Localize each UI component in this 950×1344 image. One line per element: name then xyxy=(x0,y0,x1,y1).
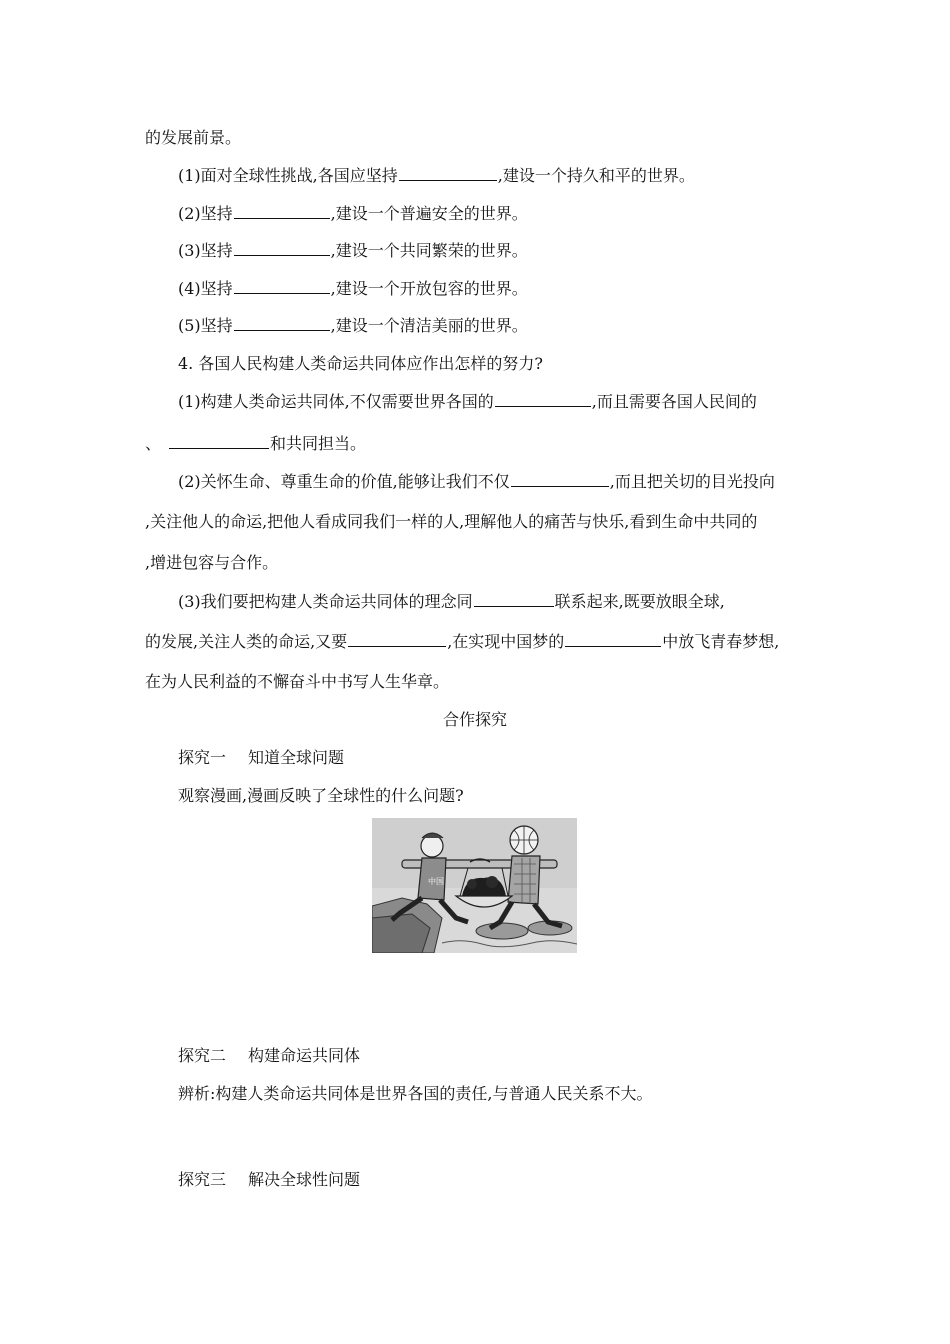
q4-p3-text-d: ,在实现中国梦的 xyxy=(447,632,565,651)
inquiry-3-label: 探究三 xyxy=(178,1170,227,1189)
answer-blank[interactable] xyxy=(348,632,446,647)
q3-item-4 xyxy=(178,279,528,299)
q3-item-1 xyxy=(178,166,695,186)
q4-p3-text-b: 联系起来,既要放眼全球, xyxy=(554,592,725,611)
q3-item-5 xyxy=(178,316,528,336)
inquiry-2-question: 辨析:构建人类命运共同体是世界各国的责任,与普通人民关系不大。 xyxy=(178,1084,653,1103)
q4-p2-line3: ,增进包容与合作。 xyxy=(145,553,279,572)
q4-p1-text-c: 、 xyxy=(145,434,162,453)
inquiry-2-title: 构建命运共同体 xyxy=(248,1046,361,1065)
q4-p1-text-d: 和共同担当。 xyxy=(270,434,367,453)
answer-blank[interactable] xyxy=(399,166,497,181)
q3-item-1-after: ,建设一个持久和平的世界。 xyxy=(497,166,695,185)
q4-p3-line2 xyxy=(145,632,779,652)
answer-blank[interactable] xyxy=(169,434,269,449)
inquiry-1-question: 观察漫画,漫画反映了全球性的什么问题? xyxy=(178,786,464,805)
intro-tail: 的发展前景。 xyxy=(145,128,242,147)
inquiry-2-heading xyxy=(178,1046,360,1066)
inquiry-1-label: 探究一 xyxy=(178,748,227,767)
q3-item-2-before: (2)坚持 xyxy=(178,204,233,223)
q4-p2-line1 xyxy=(178,472,775,492)
q3-item-3-before: (3)坚持 xyxy=(178,241,233,260)
q4-p3-text-c: 的发展,关注人类的命运,又要 xyxy=(145,632,348,651)
q4-p1-text-a: (1)构建人类命运共同体,不仅需要世界各国的 xyxy=(178,392,494,411)
q4-p1-line2 xyxy=(145,434,366,454)
q3-item-3-after: ,建设一个共同繁荣的世界。 xyxy=(330,241,528,260)
cartoon-image xyxy=(372,818,577,953)
inquiry-3-title: 解决全球性问题 xyxy=(248,1170,361,1189)
answer-blank[interactable] xyxy=(234,204,330,219)
q4-p1-line1 xyxy=(178,392,757,412)
q4-p2-line2: ,关注他人的命运,把他人看成同我们一样的人,理解他人的痛苦与快乐,看到生命中共同的 xyxy=(145,512,758,531)
q4-p3-line1 xyxy=(178,592,725,612)
q3-item-2 xyxy=(178,204,528,224)
q4-p3-line3: 在为人民利益的不懈奋斗中书写人生华章。 xyxy=(145,672,450,691)
q3-item-4-after: ,建设一个开放包容的世界。 xyxy=(330,279,528,298)
q4-title: 4. 各国人民构建人类命运共同体应作出怎样的努力? xyxy=(178,354,543,373)
q4-p1-text-b: ,而且需要各国人民间的 xyxy=(591,392,757,411)
cartoon-label: 中国 xyxy=(428,877,444,886)
q4-p3-text-a: (3)我们要把构建人类命运共同体的理念同 xyxy=(178,592,473,611)
answer-blank[interactable] xyxy=(234,279,330,294)
inquiry-1-heading xyxy=(178,748,344,768)
inquiry-3-heading xyxy=(178,1170,360,1190)
q3-item-5-before: (5)坚持 xyxy=(178,316,233,335)
q4-p2-text-a: (2)关怀生命、尊重生命的价值,能够让我们不仅 xyxy=(178,472,510,491)
q3-item-4-before: (4)坚持 xyxy=(178,279,233,298)
q3-item-3 xyxy=(178,241,528,261)
inquiry-1-title: 知道全球问题 xyxy=(248,748,345,767)
answer-blank[interactable] xyxy=(495,392,591,407)
q3-item-2-after: ,建设一个普遍安全的世界。 xyxy=(330,204,528,223)
answer-blank[interactable] xyxy=(234,316,330,331)
q4-p2-text-b: ,而且把关切的目光投向 xyxy=(609,472,775,491)
answer-blank[interactable] xyxy=(511,472,609,487)
inquiry-2-label: 探究二 xyxy=(178,1046,227,1065)
answer-blank[interactable] xyxy=(234,241,330,256)
q3-item-1-before: (1)面对全球性挑战,各国应坚持 xyxy=(178,166,398,185)
q4-p3-text-e: 中放飞青春梦想, xyxy=(662,632,780,651)
answer-blank[interactable] xyxy=(474,592,554,607)
q3-item-5-after: ,建设一个清洁美丽的世界。 xyxy=(330,316,528,335)
section-title: 合作探究 xyxy=(442,710,507,729)
answer-blank[interactable] xyxy=(565,632,661,647)
